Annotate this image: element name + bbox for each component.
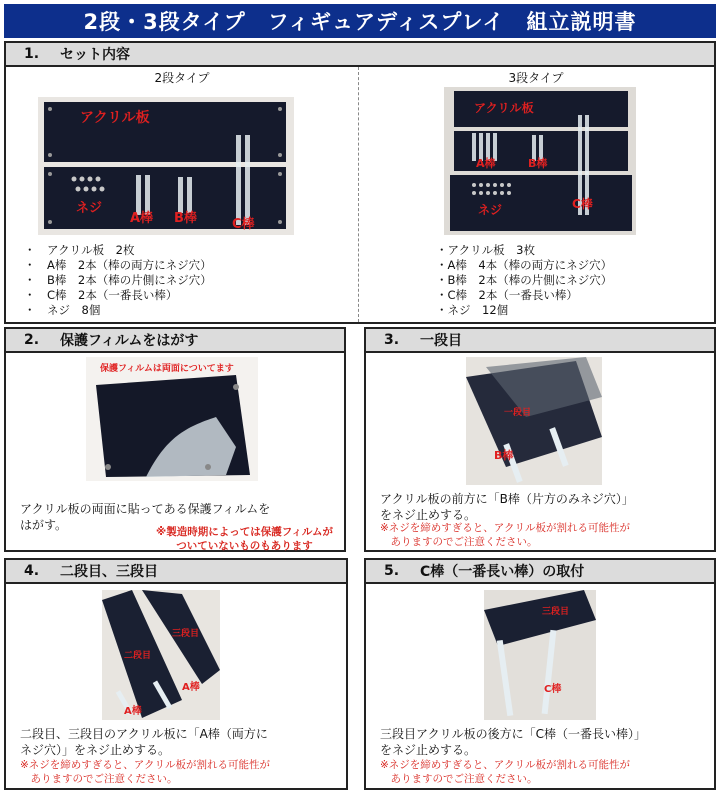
step-instruction: アクリル板の前方に「B棒（片方のみネジ穴）」 をネジ止めする。: [380, 492, 634, 522]
rod-b-label: B棒: [174, 211, 197, 226]
section-set-contents: [4, 41, 716, 324]
step-instruction: アクリル板の両面に貼ってある保護フィルムを はがす。: [20, 502, 271, 532]
section-header: [366, 560, 714, 584]
section-number: 1.: [24, 46, 40, 62]
section-heading: 保護フィルムをはがす: [60, 333, 199, 349]
film-label: 保護フィルムは両面についてます: [100, 364, 234, 374]
section-number: 2.: [24, 332, 40, 348]
first-tier-photo: [466, 357, 602, 485]
section-heading: セット内容: [60, 47, 130, 63]
list-item: ・ ネジ 8個: [24, 303, 101, 317]
two-tier-contents-list: [24, 243, 212, 318]
rod-c-label: C棒: [232, 217, 255, 232]
three-tier-title: 3段タイプ: [508, 71, 564, 85]
list-item: ・ C棒 2本（一番長い棒）: [24, 288, 178, 302]
page-title: 2段・3段タイプ フィギュアディスプレイ 組立説明書: [4, 4, 716, 38]
step-note: ※ネジを締めすぎると、アクリル板が割れる可能性が ありますのでご注意ください。: [20, 759, 270, 785]
rod-b-label: B棒: [494, 449, 514, 462]
column-divider: [358, 67, 359, 322]
three-tier-contents-list: [436, 243, 612, 318]
step-instruction: 二段目、三段目のアクリル板に「A棒（両方に ネジ穴）」をネジ止めする。: [20, 727, 268, 757]
rod-c-label: C棒: [544, 684, 562, 695]
tier2-label: 二段目: [124, 651, 152, 661]
list-item: ・A棒 4本（棒の両方にネジ穴）: [436, 258, 613, 272]
section-heading: 二段目、三段目: [60, 564, 158, 580]
section-heading: C棒（一番長い棒）の取付: [420, 564, 585, 580]
step-instruction: 三段目アクリル板の後方に「C棒（一番長い棒）」 をネジ止めする。: [380, 727, 647, 757]
list-item: ・ B棒 2本（棒の片側にネジ穴）: [24, 273, 212, 287]
tier3-label: 三段目: [172, 629, 200, 639]
three-tier-parts-photo: [444, 87, 636, 235]
section-header: [366, 329, 714, 353]
section-header: [6, 560, 346, 584]
section-number: 4.: [24, 563, 40, 579]
section-second-third-tier: [4, 558, 348, 790]
step-note: ※ネジを締めすぎると、アクリル板が割れる可能性が ありますのでご注意ください。: [380, 759, 630, 785]
section-first-tier: [364, 327, 716, 552]
section-number: 3.: [384, 332, 400, 348]
rod-a-label: A棒: [130, 211, 154, 226]
acrylic-label: アクリル板: [474, 101, 534, 115]
tier3-label: 三段目: [542, 607, 570, 617]
rod-b-label: B棒: [528, 157, 548, 170]
list-item: ・B棒 2本（棒の片側にネジ穴）: [436, 273, 613, 287]
rod-c-label: C棒: [572, 197, 593, 211]
section-header: [6, 43, 714, 67]
section-header: [6, 329, 344, 353]
list-item: ・ネジ 12個: [436, 303, 509, 317]
rod-a-label: A棒: [182, 682, 200, 693]
list-item: ・C棒 2本（一番長い棒）: [436, 288, 578, 302]
screw-label: ネジ: [478, 203, 503, 217]
section-remove-film: [4, 327, 346, 552]
list-item: ・ A棒 2本（棒の両方にネジ穴）: [24, 258, 212, 272]
rod-a-label: A棒: [476, 157, 496, 170]
film-peeling-photo: [86, 357, 258, 481]
step-note: ※ネジを締めすぎると、アクリル板が割れる可能性が ありますのでご注意ください。: [380, 522, 630, 548]
step-note: ※製造時期によっては保護フィルムが ついていないものもあります: [156, 526, 333, 552]
two-tier-parts-photo: [38, 97, 294, 235]
rod-a-label: A棒: [124, 706, 142, 717]
list-item: ・アクリル板 3枚: [436, 243, 535, 257]
second-third-tier-photo: [102, 590, 220, 720]
section-heading: 一段目: [420, 333, 462, 349]
screw-label: ネジ: [76, 201, 103, 216]
acrylic-label: アクリル板: [80, 110, 150, 126]
list-item: ・ アクリル板 2枚: [24, 243, 135, 257]
section-number: 5.: [384, 563, 400, 579]
two-tier-title: 2段タイプ: [154, 71, 210, 85]
c-rod-photo: [484, 590, 596, 720]
section-c-rod: [364, 558, 716, 790]
tier-label: 一段目: [504, 408, 532, 418]
